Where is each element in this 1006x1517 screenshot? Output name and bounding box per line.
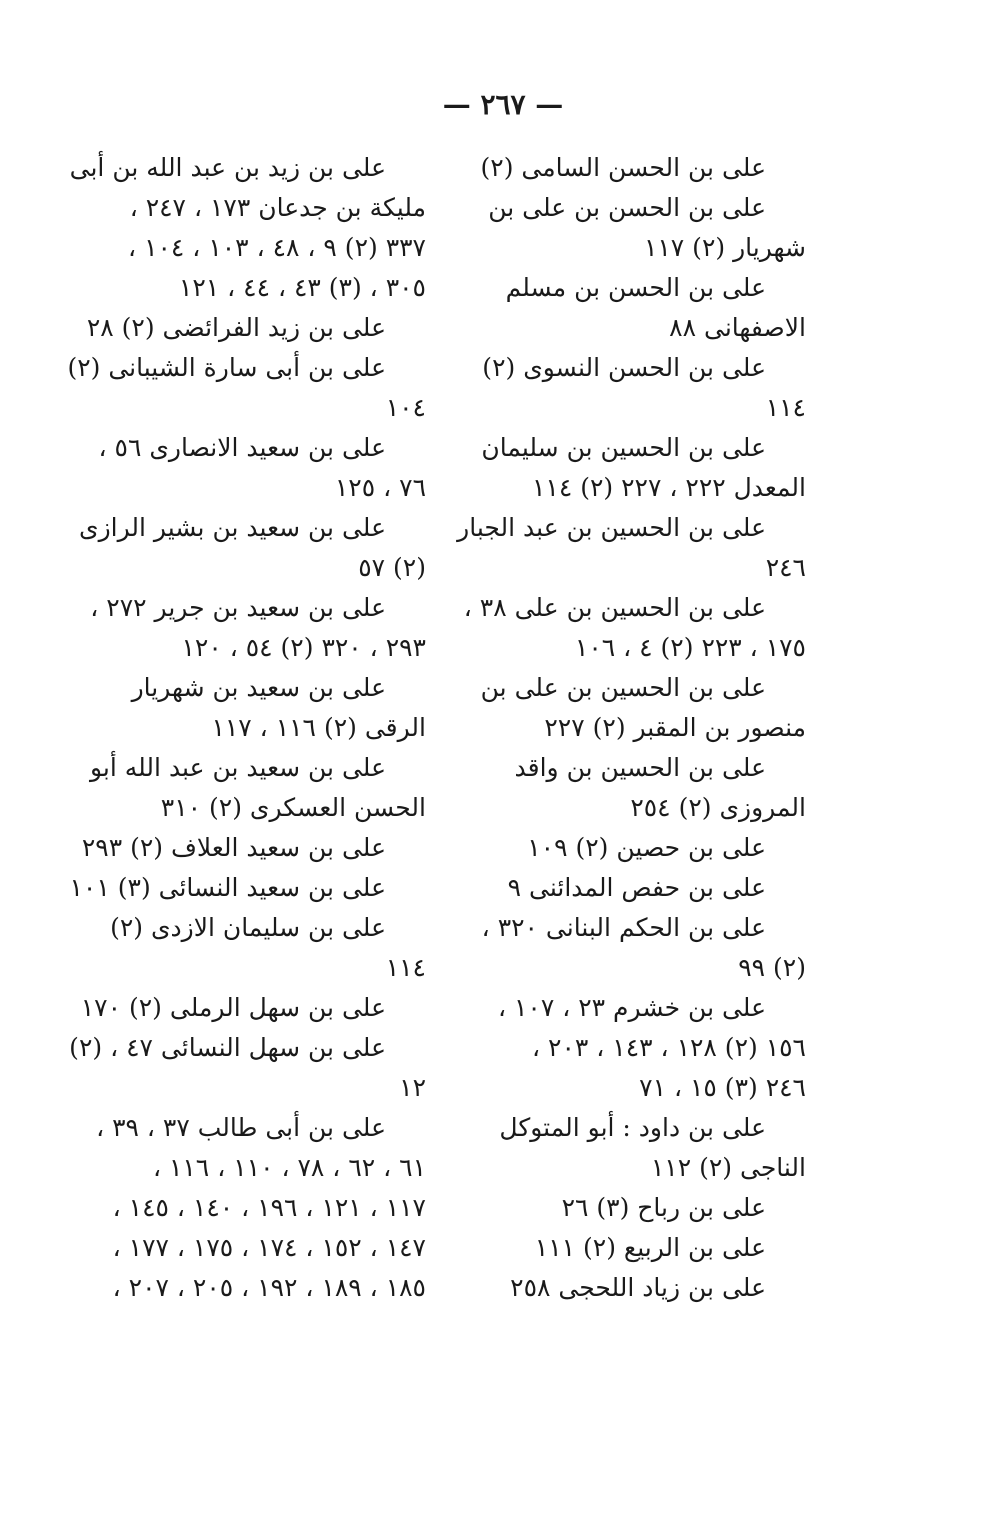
index-entry-line: على بن سعيد بن بشير الرازى bbox=[79, 513, 386, 542]
index-entry-line: على بن الحسين بن عبد الجبار bbox=[457, 513, 766, 542]
index-entry-line: على بن أبى سارة الشيبانى (٢) bbox=[67, 353, 386, 382]
index-entry-line: على بن الحسين بن على ٣٨ ، bbox=[463, 593, 766, 622]
index-entry-line: على بن داود : أبو المتوكل bbox=[499, 1113, 766, 1142]
index-entry-line: على بن سعيد بن عبد الله أبو bbox=[89, 753, 386, 782]
index-entry-line: على بن الحسين بن على بن bbox=[480, 673, 766, 702]
index-entry-line: ١٠٤ bbox=[385, 393, 426, 422]
index-entry-line: المعدل ٢٢٢ ، ٢٢٧ (٢) ١١٤ bbox=[531, 473, 806, 502]
page-number: — ٢٦٧ — bbox=[442, 88, 564, 121]
index-entry-line: على بن سعيد بن شهريار bbox=[131, 673, 386, 702]
index-entry-line: الحسن العسكرى (٢) ٣١٠ bbox=[160, 793, 426, 822]
index-entry-line: على بن الحسن السامى (٢) bbox=[480, 153, 766, 182]
index-entry-line: (٢) ٥٧ bbox=[358, 553, 426, 582]
index-entry-line: (٢) ٩٩ bbox=[738, 953, 806, 982]
index-entry-line: المروزى (٢) ٢٥٤ bbox=[630, 793, 806, 822]
index-entry-line: على بن حفص المدائنى ٩ bbox=[507, 873, 766, 902]
index-entry-line: على بن سليمان الازدى (٢) bbox=[110, 913, 386, 942]
index-entry-line: على بن الحكم البنانى ٣٢٠ ، bbox=[481, 913, 766, 942]
index-entry-line: ١١٧ ، ١٢١ ، ١٩٦ ، ١٤٠ ، ١٤٥ ، bbox=[112, 1193, 426, 1222]
index-entry-line: على بن سعيد العلاف (٢) ٢٩٣ bbox=[81, 833, 386, 862]
index-entry-line: الناجى (٢) ١١٢ bbox=[650, 1153, 806, 1182]
index-entry-line: ١٨٥ ، ١٨٩ ، ١٩٢ ، ٢٠٥ ، ٢٠٧ ، bbox=[112, 1273, 426, 1302]
index-entry-line: على بن زيد الفرائضى (٢) ٢٨ bbox=[86, 313, 386, 342]
index-entry-line: ١٤٧ ، ١٥٢ ، ١٧٤ ، ١٧٥ ، ١٧٧ ، bbox=[112, 1233, 426, 1262]
index-entry-line: على بن سهل الرملى (٢) ١٧٠ bbox=[80, 993, 386, 1022]
index-entry-line: على بن حصين (٢) ١٠٩ bbox=[527, 833, 766, 862]
index-entry-line: الرقى (٢) ١١٦ ، ١١٧ bbox=[211, 713, 426, 742]
index-entry-line: على بن الحسين بن سليمان bbox=[481, 433, 766, 462]
index-column-right bbox=[457, 148, 806, 1308]
index-entry-line: ٢٩٣ ، ٣٢٠ (٢) ٥٤ ، ١٢٠ bbox=[181, 633, 426, 662]
index-entry-line: على بن الحسين بن واقد bbox=[514, 753, 766, 782]
index-entry-line: ٣٣٧ (٢) ٩ ، ٤٨ ، ١٠٣ ، ١٠٤ ، bbox=[128, 233, 426, 262]
index-entry-line: ٢٤٦ bbox=[765, 553, 806, 582]
index-entry-line: ١٧٥ ، ٢٢٣ (٢) ٤ ، ١٠٦ bbox=[574, 633, 806, 662]
index-entry-line: الاصفهانى ٨٨ bbox=[669, 313, 806, 342]
index-entry-line: على بن سعيد الانصارى ٥٦ ، bbox=[98, 433, 386, 462]
index-entry-line: ٣٠٥ ، (٣) ٤٣ ، ٤٤ ، ١٢١ bbox=[178, 273, 426, 302]
index-entry-line: ٧٦ ، ١٢٥ bbox=[334, 473, 426, 502]
index-entry-line: مليكة بن جدعان ١٧٣ ، ٢٤٧ ، bbox=[129, 193, 426, 222]
index-entry-line: منصور بن المقبر (٢) ٢٢٧ bbox=[544, 713, 806, 742]
index-entry-line: ١٢ bbox=[399, 1073, 426, 1102]
index-entry-line: على بن خشرم ٢٣ ، ١٠٧ ، bbox=[497, 993, 766, 1022]
index-entry-line: على بن زياد اللحجى ٢٥٨ bbox=[510, 1273, 766, 1302]
index-entry-line: شهريار (٢) ١١٧ bbox=[643, 233, 806, 262]
index-entry-line: على بن الحسن النسوى (٢) bbox=[482, 353, 766, 382]
index-entry-line: على بن زيد بن عبد الله بن أبى bbox=[69, 153, 386, 182]
index-entry-line: على بن سعيد النسائى (٣) ١٠١ bbox=[69, 873, 386, 902]
index-entry-line: على بن أبى طالب ٣٧ ، ٣٩ ، bbox=[96, 1113, 386, 1142]
index-entry-line: ٦١ ، ٦٢ ، ٧٨ ، ١١٠ ، ١١٦ ، bbox=[152, 1153, 426, 1182]
index-entry-line: على بن سهل النسائى ٤٧ ، (٢) bbox=[69, 1033, 386, 1062]
index-entry-line: على بن الحسن بن على بن bbox=[488, 193, 766, 222]
index-entry-line: ١١٤ bbox=[765, 393, 806, 422]
index-entry-line: على بن سعيد بن جرير ٢٧٢ ، bbox=[90, 593, 386, 622]
index-entry-line: على بن الربيع (٢) ١١١ bbox=[534, 1233, 766, 1262]
index-entry-line: على بن الحسن بن مسلم bbox=[505, 273, 766, 302]
index-entry-line: ١١٤ bbox=[385, 953, 426, 982]
index-entry-line: ٢٤٦ (٣) ١٥ ، ٧١ bbox=[639, 1073, 806, 1102]
index-entry-line: على بن رباح (٣) ٢٦ bbox=[561, 1193, 766, 1222]
index-entry-line: ١٥٦ (٢) ١٢٨ ، ١٤٣ ، ٢٠٣ ، bbox=[532, 1033, 806, 1062]
index-column-left bbox=[67, 148, 426, 1308]
